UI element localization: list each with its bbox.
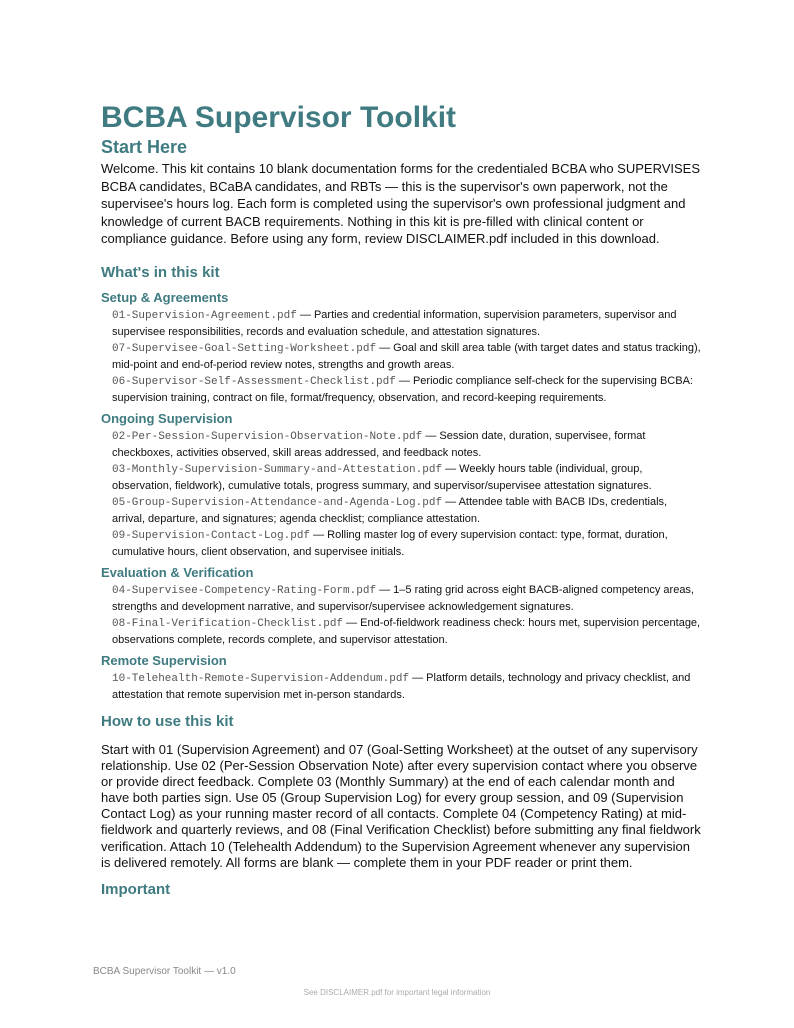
- kit-item-filename: 06-Supervisor-Self-Assessment-Checklist.pdf: [112, 375, 396, 388]
- howto-heading: How to use this kit: [101, 712, 234, 730]
- kit-item-description: — Attendee table with BACB IDs, credentials, arrival, departure, and signatures; agenda checklist; compliance attestation.: [112, 495, 668, 525]
- kit-group: [101, 652, 701, 703]
- kit-item-filename: 07-Supervisee-Goal-Setting-Worksheet.pdf: [112, 342, 377, 355]
- kit-group: [101, 410, 701, 560]
- kit-item-description: — Weekly hours table (individual, group, observation, fieldwork), cumulative totals, progress summary, and supervisor/supervisee attestation signatures.: [112, 462, 652, 492]
- kit-item: [112, 340, 701, 373]
- kit-item-description: — End-of-fieldwork readiness check: hours met, supervision percentage, observations complete, records complete, and supervisor attestation.: [112, 616, 701, 646]
- kit-item-filename: 02-Per-Session-Supervision-Observation-Note.pdf: [112, 430, 423, 443]
- kit-item: [112, 373, 701, 406]
- kit-item-filename: 08-Final-Verification-Checklist.pdf: [112, 617, 344, 630]
- document-page: [101, 100, 701, 900]
- kit-group: [101, 289, 701, 406]
- kit-item: [112, 428, 701, 461]
- footer-version: BCBA Supervisor Toolkit — v1.0: [93, 966, 236, 977]
- kit-group-heading: Setup & Agreements: [101, 289, 229, 305]
- kit-group: [101, 564, 701, 648]
- document-title: BCBA Supervisor Toolkit: [101, 101, 457, 134]
- kit-item-filename: 10-Telehealth-Remote-Supervision-Addendum.pdf: [112, 672, 410, 685]
- kit-item: [112, 615, 701, 648]
- kit-item: [112, 582, 701, 615]
- kit-item-description: — Goal and skill area table (with target dates and status tracking), mid-point and end-of-period review notes, strengths and growth areas.: [112, 341, 701, 371]
- kit-item-description: — Parties and credential information, supervision parameters, supervisor and supervisee responsibilities, records and evaluation schedule, and attestation signatures.: [112, 308, 677, 338]
- start-body: Welcome. This kit contains 10 blank documentation forms for the credentialed BCBA who SUPERVISES BCBA candidates, BCaBA candidates, and RBTs — this is the supervisor's own paperwork, not the supervisee's hours log. Each form is completed using the supervisor's own professional judgment and knowledge of current BACB requirements. Nothing in this kit is pre-filled with clinical content or compliance guidance. Before using any form, review DISCLAIMER.pdf included in this download.: [101, 161, 701, 247]
- kit-group-heading: Remote Supervision: [101, 652, 227, 668]
- kit-group-heading: Ongoing Supervision: [101, 410, 233, 426]
- kit-item: [112, 307, 701, 340]
- start-heading: Start Here: [101, 137, 188, 157]
- kit-heading: What's in this kit: [101, 263, 220, 281]
- kit-item-filename: 05-Group-Supervision-Attendance-and-Agenda-Log.pdf: [112, 496, 443, 509]
- howto-body: Start with 01 (Supervision Agreement) and 07 (Goal-Setting Worksheet) at the outset of any supervisory relationship. Use 02 (Per-Session Observation Note) after every supervision contact where you observe or provide direct feedback. Complete 03 (Monthly Summary) at the end of each calendar month and have both parties sign. Use 05 (Group Supervision Log) for every group session, and 09 (Supervision Contact Log) as your running master record of all contacts. Complete 04 (Competency Rating) at mid-fieldwork and quarterly reviews, and 08 (Final Verification Checklist) before submitting any final fieldwork verification. Attach 10 (Telehealth Addendum) to the Supervision Agreement whenever any supervision is delivered remotely. All forms are blank — complete them in your PDF reader or print them.: [101, 741, 701, 870]
- kit-item: [112, 494, 701, 527]
- kit-item-description: — Periodic compliance self-check for the supervising BCBA: supervision training, contract on file, format/frequency, observation, and record-keeping requirements.: [112, 374, 693, 404]
- kit-item-filename: 01-Supervision-Agreement.pdf: [112, 309, 297, 322]
- kit-item-filename: 03-Monthly-Supervision-Summary-and-Attestation.pdf: [112, 463, 443, 476]
- kit-item-description: — Rolling master log of every supervision contact: type, format, duration, cumulative hours, client observation, and supervisee initials.: [112, 528, 668, 558]
- kit-item-filename: 09-Supervision-Contact-Log.pdf: [112, 529, 311, 542]
- kit-item: [112, 670, 701, 703]
- kit-item-description: — 1–5 rating grid across eight BACB-aligned competency areas, strengths and development narrative, and supervisor/supervisee acknowledgement signatures.: [112, 583, 694, 613]
- kit-item: [112, 461, 701, 494]
- kit-item: [112, 527, 701, 560]
- footer-disclaimer: See DISCLAIMER.pdf for important legal information: [303, 988, 491, 997]
- kit-item-filename: 04-Supervisee-Competency-Rating-Form.pdf: [112, 584, 377, 597]
- kit-item-description: — Platform details, technology and privacy checklist, and attestation that remote supervision met in-person standards.: [112, 671, 691, 701]
- kit-group-heading: Evaluation & Verification: [101, 564, 254, 580]
- kit-groups: [101, 289, 701, 703]
- kit-item-description: — Session date, duration, supervisee, format checkboxes, activities observed, skill areas addressed, and feedback notes.: [112, 429, 646, 459]
- important-heading: Important: [101, 880, 171, 898]
